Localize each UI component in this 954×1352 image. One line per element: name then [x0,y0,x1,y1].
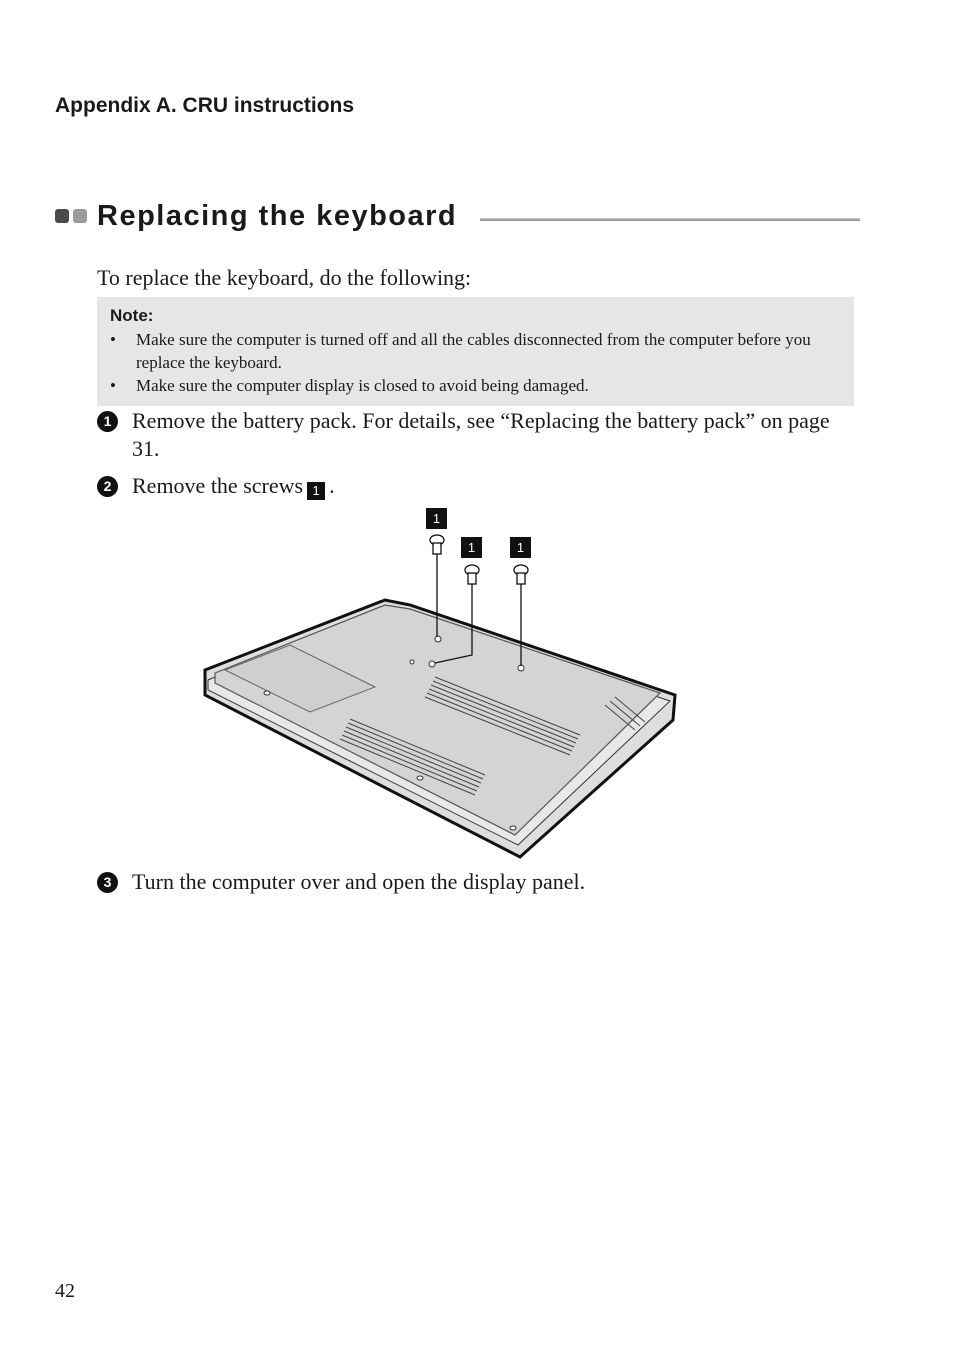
screw-callout-badge: 1 [510,537,531,558]
step-number: 2 [97,476,118,497]
section-title-row [55,200,860,236]
step-text: Remove the battery pack. For details, see “Replacing the battery pack” on page 31. [132,408,830,461]
step-text-after: . [329,473,335,498]
bullet-icon: • [110,330,116,349]
note-item-text: Make sure the computer is turned off and all the cables disconnected from the computer before you replace the keyboard. [136,330,811,372]
step-text: Turn the computer over and open the display panel. [132,869,586,894]
note-item-text: Make sure the computer display is closed to avoid being damaged. [136,376,589,395]
page-number: 42 [55,1280,75,1302]
step-text [132,472,857,500]
section-bullet-icon [73,209,87,223]
step-text-before: Remove the screws [132,473,304,498]
screw-hole [435,636,441,642]
note-box [97,297,854,406]
intro-text: To replace the keyboard, do the following: [97,265,472,290]
step-number: 1 [97,411,118,432]
section-bullet-icon [55,209,69,223]
screw-hole [410,660,414,664]
step-number: 3 [97,872,118,893]
screw-callout-badge: 1 [426,508,447,529]
bullet-icon: • [110,376,116,395]
rubber-foot [417,776,423,780]
section-title: Replacing the keyboard [97,200,458,232]
screw-callout-badge: 1 [307,482,325,500]
rubber-foot [510,826,516,830]
appendix-header: Appendix A. CRU instructions [55,94,355,117]
screw-hole [429,661,435,667]
laptop-illustration [195,505,685,865]
title-divider [480,218,860,221]
laptop-bottom-figure [195,505,685,865]
note-label: Note: [110,306,154,325]
screw-callout-badge: 1 [461,537,482,558]
rubber-foot [264,691,270,695]
